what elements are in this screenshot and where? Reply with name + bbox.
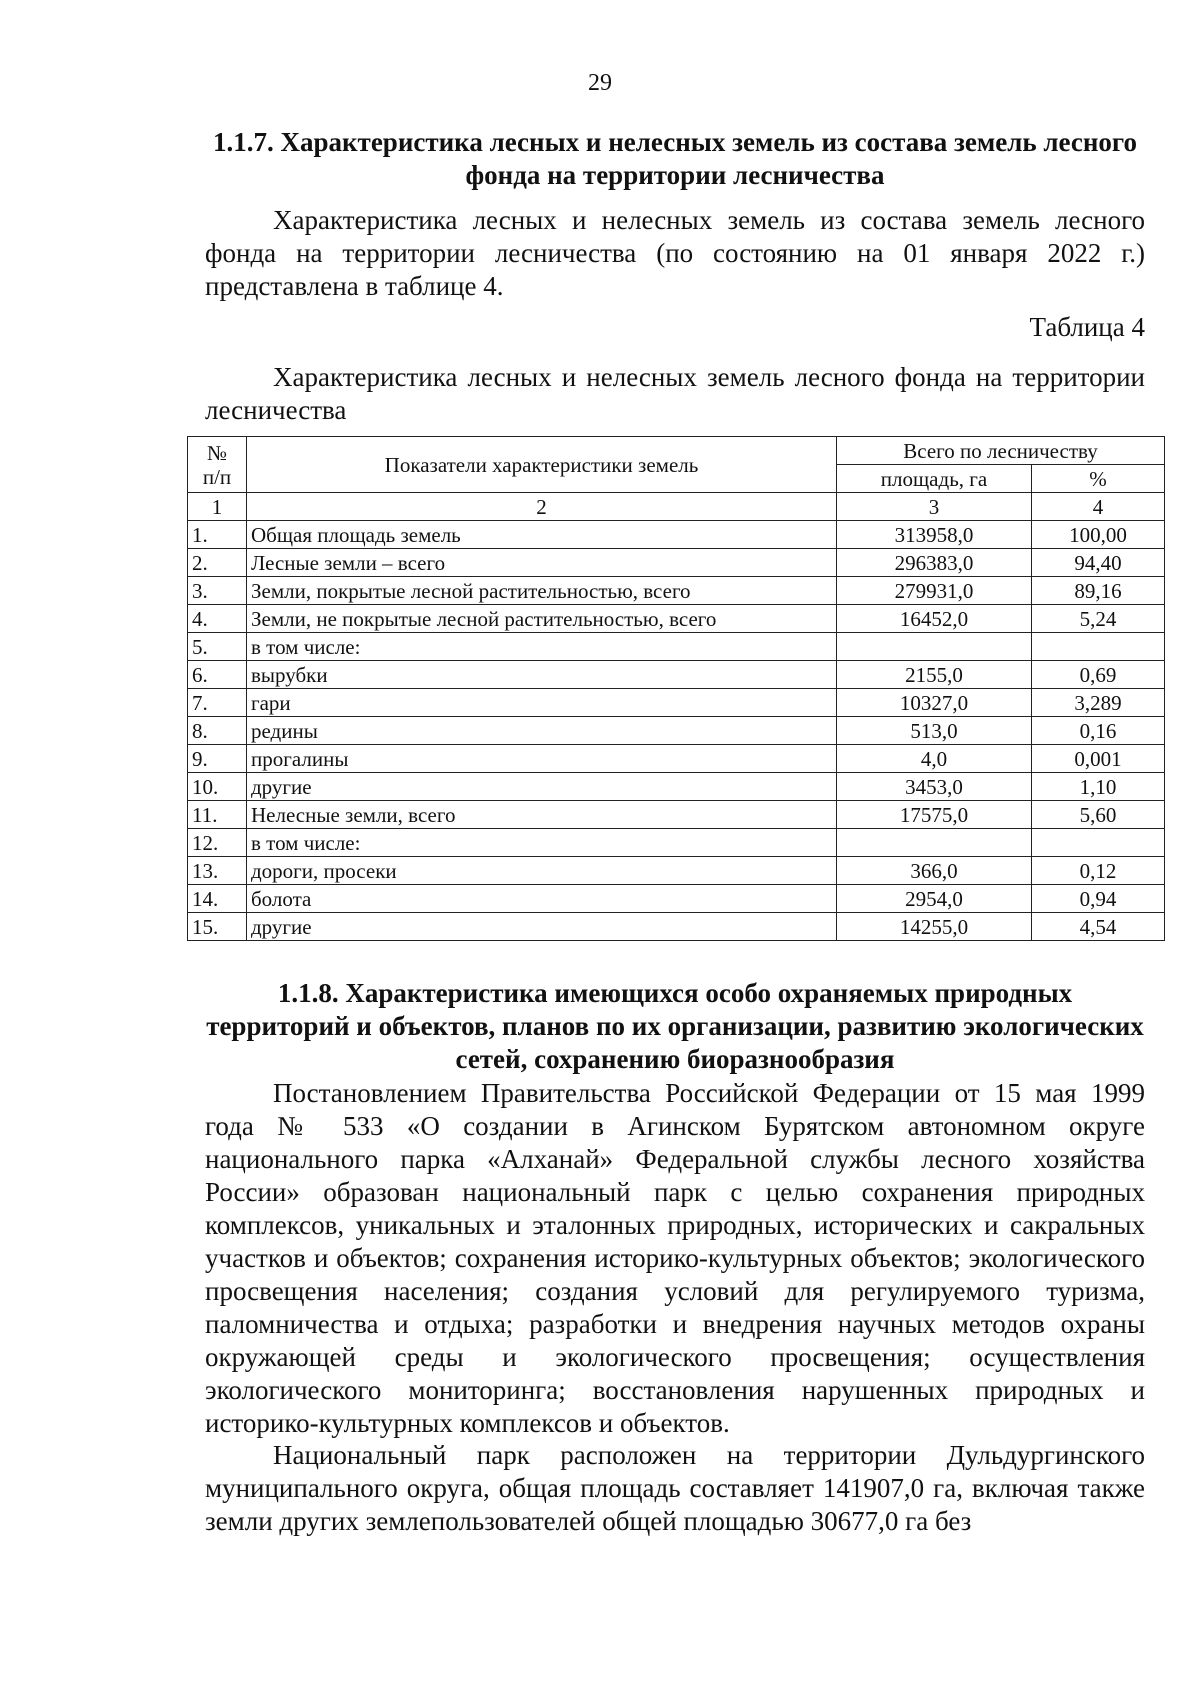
row-percent (1032, 829, 1165, 857)
header-area: площадь, га (837, 465, 1032, 493)
row-indicator: Общая площадь земель (247, 521, 837, 549)
section-heading-1-1-7: 1.1.7. Характеристика лесных и нелесных земель из состава земель лесного фонда на территории лесничества (212, 127, 1137, 190)
table-row (188, 801, 1165, 829)
row-area: 2954,0 (837, 885, 1032, 913)
page-number: 29 (588, 70, 612, 96)
row-number: 13. (188, 857, 247, 885)
row-area: 296383,0 (837, 549, 1032, 577)
section-paragraph-2: Национальный парк расположен на территории Дульдургинского муниципального округа, общая площадь составляет 141907,0 га, включая также земли других землепользователей общей площадью 30677,0 га без (205, 1440, 1145, 1536)
row-percent: 89,16 (1032, 577, 1165, 605)
row-indicator: гари (247, 689, 837, 717)
row-percent: 0,69 (1032, 661, 1165, 689)
row-number: 2. (188, 549, 247, 577)
row-percent: 0,12 (1032, 857, 1165, 885)
table-row (188, 549, 1165, 577)
table-row (188, 605, 1165, 633)
table-row (188, 717, 1165, 745)
row-area: 17575,0 (837, 801, 1032, 829)
row-indicator: болота (247, 885, 837, 913)
row-area: 4,0 (837, 745, 1032, 773)
row-number: 10. (188, 773, 247, 801)
section-intro-paragraph: Характеристика лесных и нелесных земель из состава земель лесного фонда на территории лесничества (по состоянию на 01 января 2022 г.) представлена в таблице 4. (205, 205, 1145, 301)
table-row (188, 829, 1165, 857)
row-area (837, 829, 1032, 857)
row-area (837, 633, 1032, 661)
row-area: 16452,0 (837, 605, 1032, 633)
row-number: 4. (188, 605, 247, 633)
table-row (188, 745, 1165, 773)
row-area: 2155,0 (837, 661, 1032, 689)
header-num: № п/п (188, 437, 247, 493)
row-number: 1. (188, 521, 247, 549)
row-number: 12. (188, 829, 247, 857)
row-area: 513,0 (837, 717, 1032, 745)
header-total: Всего по лесничеству (837, 437, 1165, 465)
row-area: 14255,0 (837, 913, 1032, 941)
section-paragraph-1: Постановлением Правительства Российской Федерации от 15 мая 1999 года № 533 «О создании в Агинском Бурятском автономном округе национального парка «Алханай» Федеральной службы лесного хозяйства России» образован национальный парк с целью сохранения природных комплексов, уникальных и эталонных природных, исторических и сакральных участков и объектов; сохранения историко-культурных объектов; экологического просвещения населения; создания условий для регулируемого туризма, паломничества и отдыха; разработки и внедрения научных методов охраны окружающей среды и экологического просвещения; осуществления экологического мониторинга; восстановления нарушенных природных и историко-культурных комплексов и объектов. (205, 1078, 1145, 1438)
row-number: 9. (188, 745, 247, 773)
row-number: 7. (188, 689, 247, 717)
table-row (188, 913, 1165, 941)
row-area: 313958,0 (837, 521, 1032, 549)
row-area: 366,0 (837, 857, 1032, 885)
row-percent: 94,40 (1032, 549, 1165, 577)
row-number: 8. (188, 717, 247, 745)
column-index-row (188, 493, 1165, 521)
row-area: 3453,0 (837, 773, 1032, 801)
row-indicator: дороги, просеки (247, 857, 837, 885)
row-indicator: в том числе: (247, 633, 837, 661)
row-number: 6. (188, 661, 247, 689)
row-indicator: вырубки (247, 661, 837, 689)
table-row (188, 885, 1165, 913)
row-percent: 0,16 (1032, 717, 1165, 745)
table-label: Таблица 4 (1029, 312, 1145, 342)
row-indicator: другие (247, 773, 837, 801)
row-area: 10327,0 (837, 689, 1032, 717)
row-percent: 5,60 (1032, 801, 1165, 829)
table-row (188, 633, 1165, 661)
row-indicator: другие (247, 913, 837, 941)
row-indicator: Земли, не покрытые лесной растительностью, всего (247, 605, 837, 633)
row-percent: 0,001 (1032, 745, 1165, 773)
row-indicator: Лесные земли – всего (247, 549, 837, 577)
table-row (188, 689, 1165, 717)
row-percent: 5,24 (1032, 605, 1165, 633)
header-indicator: Показатели характеристики земель (247, 437, 837, 493)
header-percent: % (1032, 465, 1165, 493)
row-indicator: в том числе: (247, 829, 837, 857)
table-row (188, 521, 1165, 549)
column-index: 4 (1032, 493, 1165, 521)
row-number: 11. (188, 801, 247, 829)
land-characteristics-table (187, 436, 1165, 941)
row-number: 3. (188, 577, 247, 605)
row-percent: 3,289 (1032, 689, 1165, 717)
row-percent: 0,94 (1032, 885, 1165, 913)
row-indicator: редины (247, 717, 837, 745)
section-heading-1-1-8: 1.1.8. Характеристика имеющихся особо охраняемых природных территорий и объектов, планов по их организации, развитию экологических сетей, сохранению биоразнообразия (206, 978, 1144, 1074)
table-row (188, 857, 1165, 885)
column-index: 3 (837, 493, 1032, 521)
row-indicator: Земли, покрытые лесной растительностью, всего (247, 577, 837, 605)
row-indicator: Нелесные земли, всего (247, 801, 837, 829)
row-indicator: прогалины (247, 745, 837, 773)
row-area: 279931,0 (837, 577, 1032, 605)
row-percent (1032, 633, 1165, 661)
table-row (188, 773, 1165, 801)
table-row (188, 577, 1165, 605)
row-percent: 4,54 (1032, 913, 1165, 941)
column-index: 2 (247, 493, 837, 521)
row-percent: 1,10 (1032, 773, 1165, 801)
row-percent: 100,00 (1032, 521, 1165, 549)
row-number: 15. (188, 913, 247, 941)
column-index: 1 (188, 493, 247, 521)
table-row (188, 661, 1165, 689)
row-number: 5. (188, 633, 247, 661)
row-number: 14. (188, 885, 247, 913)
table-caption: Характеристика лесных и нелесных земель лесного фонда на территории лесничества (205, 362, 1145, 425)
